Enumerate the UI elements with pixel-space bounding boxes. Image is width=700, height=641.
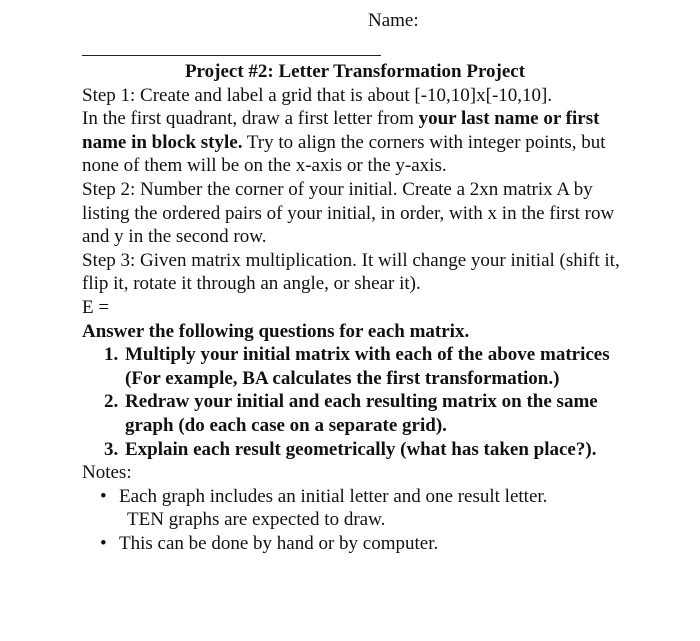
note-item-1-text: Each graph includes an initial letter and one result letter. [119,485,548,507]
step-1-text: In the first quadrant, draw a first letter from [82,108,419,130]
note-item-1 [115,485,622,509]
note-item-1-continuation: TEN graphs are expected to draw. [127,509,386,531]
name-underline [82,55,381,56]
notes-heading: Notes: [82,462,132,484]
step-2: Step 2: Number the corner of your initial. Create a 2xn matrix A by listing the ordered pairs of your initial, in order, with x in the first row and y in the second row. [82,178,615,248]
step-1-line1: Step 1: Create and label a grid that is about [-10,10]x[-10,10]. [82,84,553,106]
note-item-2: • This can be done by hand or by computer. [115,532,622,556]
step-3: Step 3: Given matrix multiplication. It will change your initial (shift it, flip it, rotate it through an angle, or shear it). [82,249,620,295]
name-label: Name: [368,10,419,31]
step-1-text-cont: Try to align the corners with integer points, but none of them will be on the x-axis or the y-axis. [82,131,606,177]
questions-list [82,343,622,461]
page-title: Project #2: Letter Transformation Project [184,61,526,82]
document-body [82,60,622,555]
step-1-emphasis: your last name or first name in block style. [82,108,600,153]
question-item-1: 1. Multiply your initial matrix with each of the above matrices (For example, BA calculates the first transformation.) [123,343,622,390]
question-item-3: 3. Explain each result geometrically (what has taken place?). [123,438,622,462]
e-matrix-label: E = [82,296,110,318]
step-1 [82,84,622,178]
questions-heading: Answer the following questions for each matrix. [82,320,470,342]
notes-list [82,485,622,556]
question-item-2: 2. Redraw your initial and each resulting matrix on the same graph (do each case on a separate grid). [123,390,622,437]
